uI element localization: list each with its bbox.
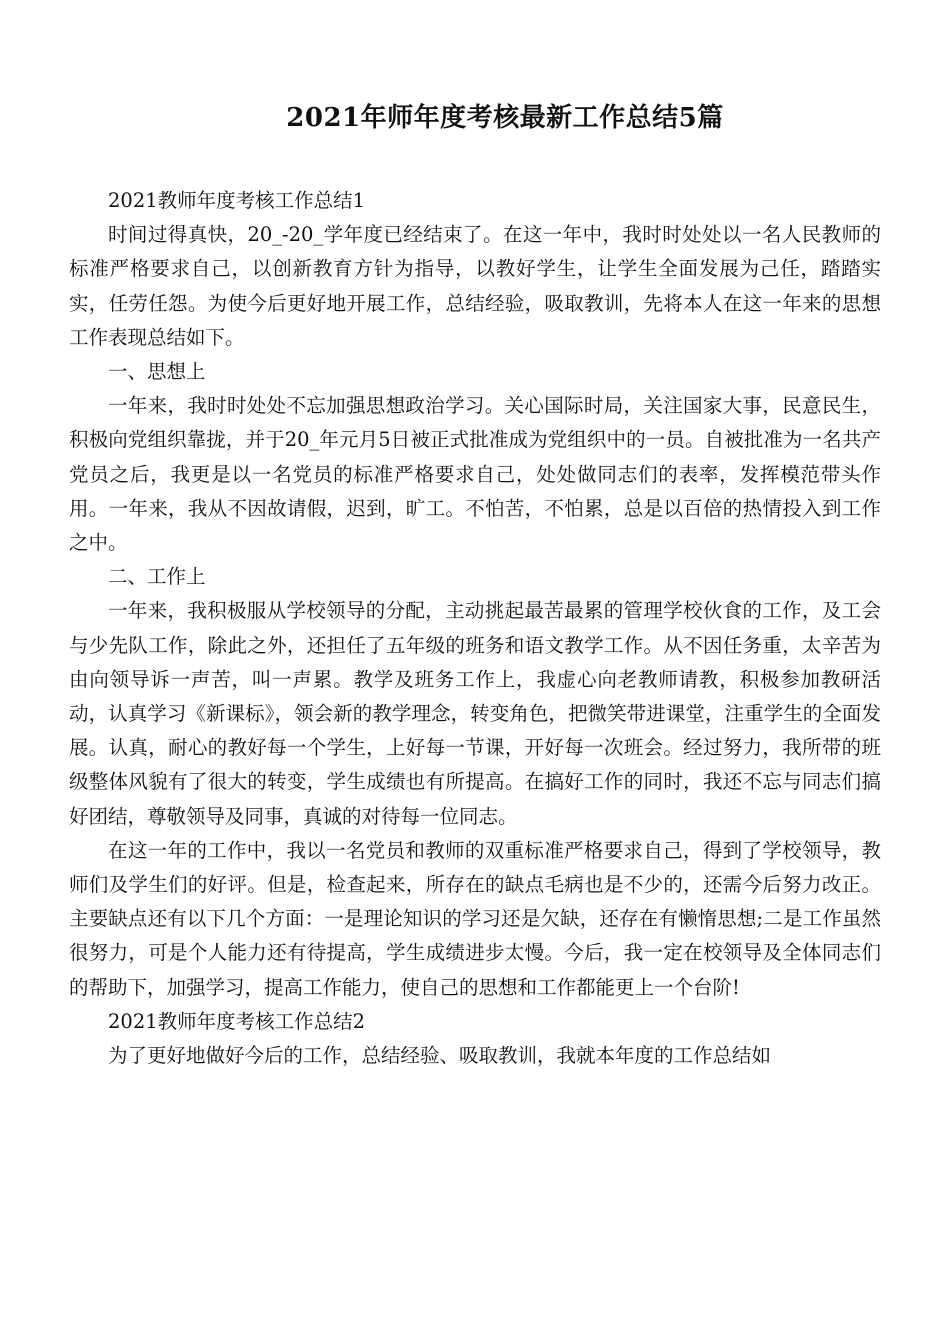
subheading-work: 二、工作上 xyxy=(108,565,206,589)
subheading-thought: 一、思想上 xyxy=(108,360,206,384)
paragraph-intro: 时间过得真快，20_-20_学年度已经结束了。在这一年中，我时时处处以一名人民教师的标准严格要求自己，以创新教育方针为指导，以教好学生，让学生全面发展为己任，踏踏实实，任劳任怨。为使今后更好地开展工作，总结经验，吸取教训，先将本人在这一年来的思想工作表现总结如下。 xyxy=(69,223,881,349)
document-body xyxy=(69,184,881,1073)
paragraph-section-2-start: 为了更好地做好今后的工作，总结经验、吸取教训，我就本年度的工作总结如 xyxy=(108,1044,772,1068)
paragraph-work: 一年来，我积极服从学校领导的分配，主动挑起最苦最累的管理学校伙食的工作，及工会与少先队工作，除此之外，还担任了五年级的班务和语文教学工作。从不因任务重，太辛苦为由向领导诉一声苦，叫一声累。教学及班务工作上，我虚心向老教师请教，积极参加教研活动，认真学习《新课标》，领会新的教学理念，转变角色，把微笑带进课堂，注重学生的全面发展。认真，耐心的教好每一个学生，上好每一节课，开好每一次班会。经过努力，我所带的班级整体风貌有了很大的转变，学生成绩也有所提高。在搞好工作的同时，我还不忘与同志们搞好团结，尊敬领导及同事，真诚的对待每一位同志。 xyxy=(69,599,881,828)
document-title: 2021年师年度考核最新工作总结5篇 xyxy=(286,103,724,133)
paragraph-summary: 在这一年的工作中，我以一名党员和教师的双重标准严格要求自己，得到了学校领导，教师们及学生们的好评。但是，检查起来，所存在的缺点毛病也是不少的，还需今后努力改正。主要缺点还有以下几个方面：一是理论知识的学习还是欠缺，还存在有懒惰思想;二是工作虽然很努力，可是个人能力还有待提高，学生成绩进步太慢。今后，我一定在校领导及全体同志们的帮助下，加强学习，提高工作能力，使自己的思想和工作都能更上一个台阶! xyxy=(69,838,881,999)
paragraph-thought: 一年来，我时时处处不忘加强思想政治学习。关心国际时局，关注国家大事，民意民生，积极向党组织靠拢，并于20_年元月5日被正式批准成为党组织中的一员。自被批准为一名共产党员之后，我更是以一名党员的标准严格要求自己，处处做同志们的表率，发挥模范带头作用。一年来，我从不因故请假，迟到，旷工。不怕苦，不怕累，总是以百倍的热情投入到工作之中。 xyxy=(69,394,881,555)
section-heading-2: 2021教师年度考核工作总结2 xyxy=(108,1009,366,1033)
section-heading-1: 2021教师年度考核工作总结1 xyxy=(108,189,366,212)
